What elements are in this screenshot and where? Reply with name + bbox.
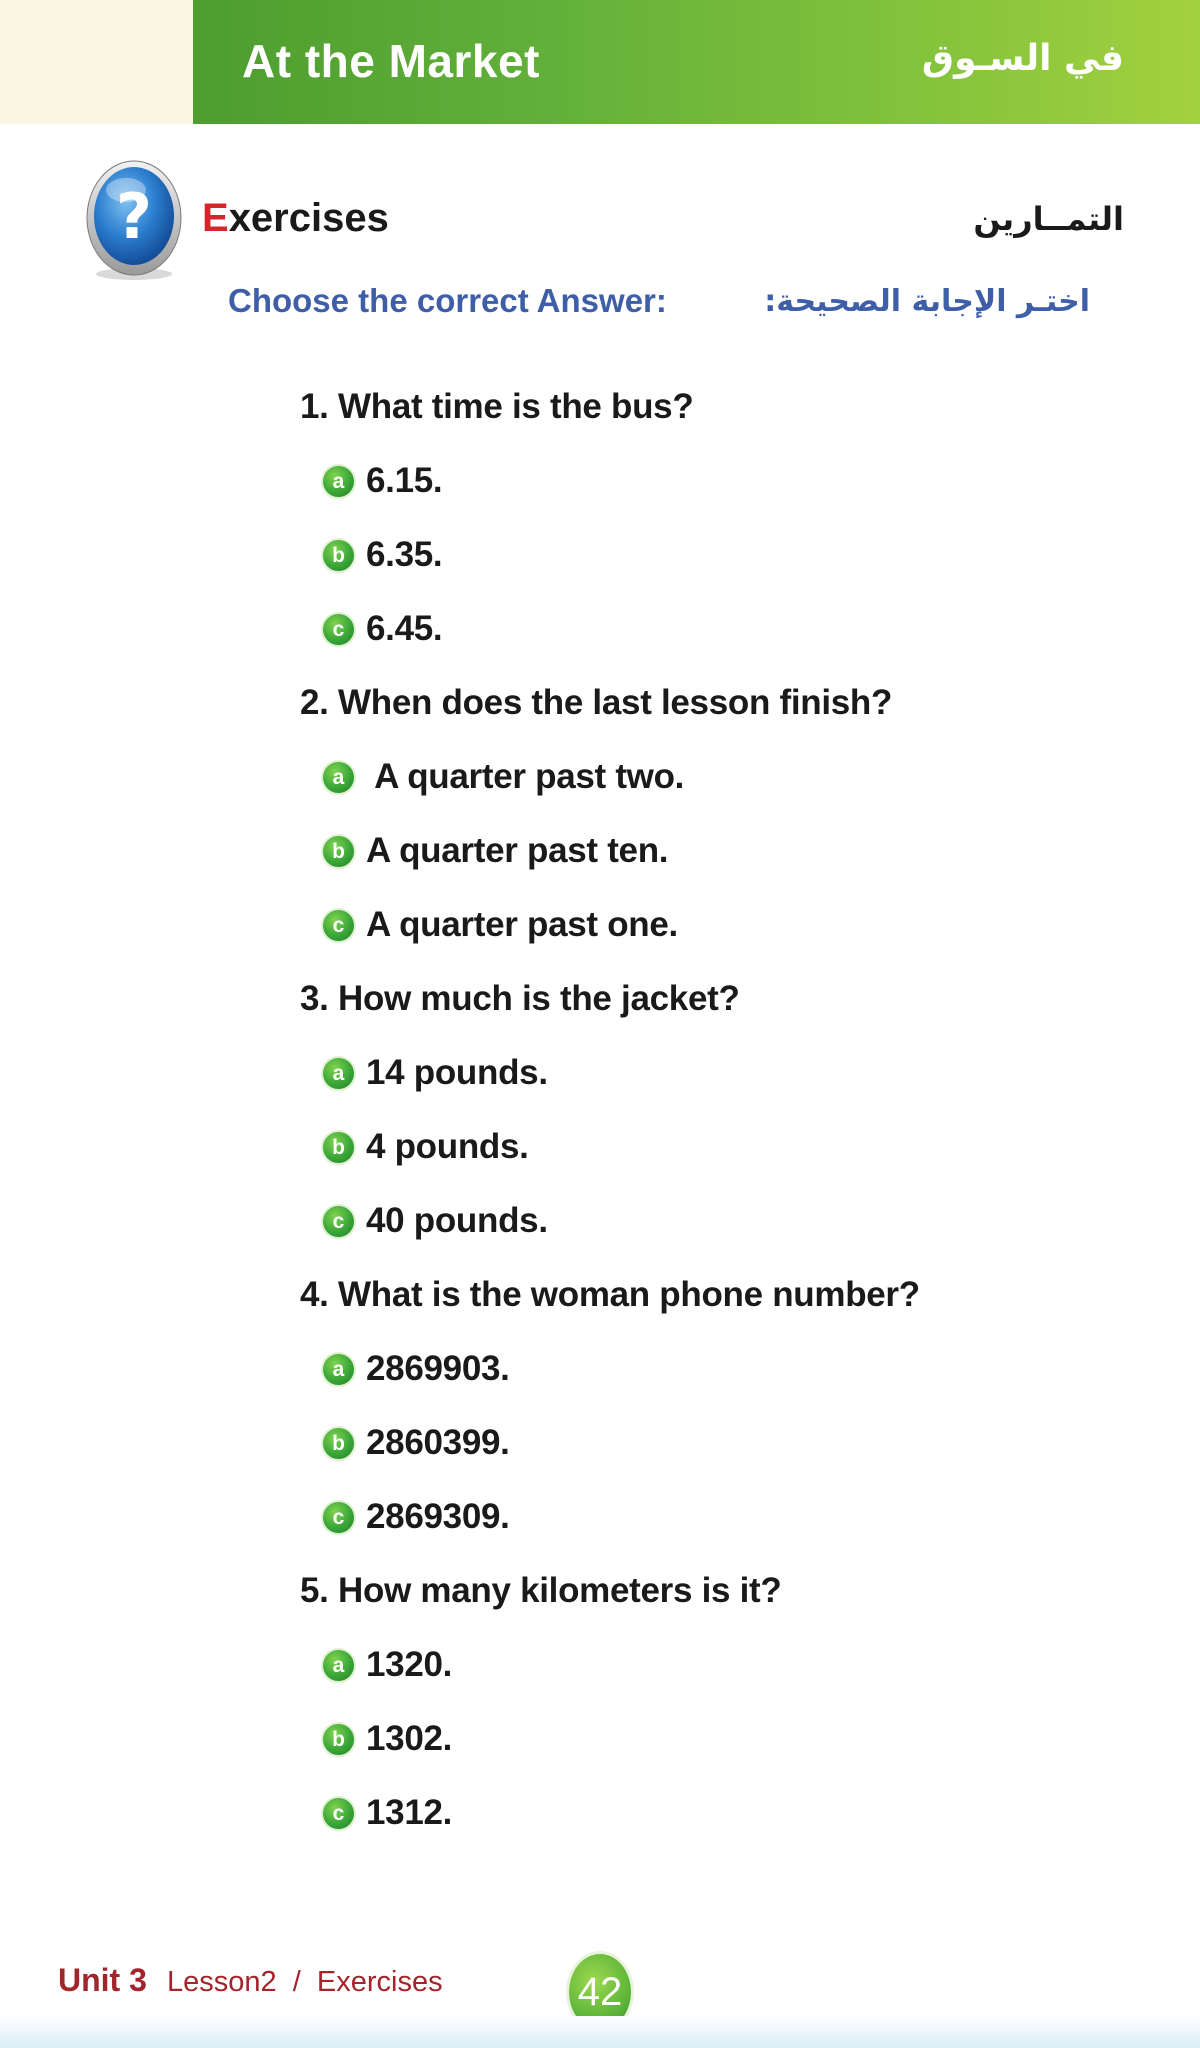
option-text: 6.15. — [366, 461, 443, 500]
option-text: A quarter past one. — [366, 905, 678, 944]
answer-option[interactable] — [300, 1480, 1120, 1554]
option-letter-badge: a — [323, 1058, 354, 1089]
option-text: 2869309. — [366, 1497, 510, 1536]
question-mark-icon — [86, 160, 182, 282]
page-number-badge: 42 — [569, 1954, 631, 2030]
option-letter-badge: a — [323, 466, 354, 497]
option-letter-badge: a — [323, 762, 354, 793]
option-text: 14 pounds. — [366, 1053, 548, 1092]
answer-option[interactable] — [300, 1332, 1120, 1406]
answer-option[interactable] — [300, 444, 1120, 518]
answer-option[interactable] — [300, 518, 1120, 592]
option-letter-badge: a — [323, 1650, 354, 1681]
exercises-heading-initial: E — [202, 196, 229, 240]
footer-lesson-breadcrumb: Lesson2 / Exercises — [167, 1966, 443, 1998]
question-text: 4. What is the woman phone number? — [300, 1275, 920, 1314]
option-text: 40 pounds. — [366, 1201, 548, 1240]
option-letter-badge: b — [323, 836, 354, 867]
footer-band — [0, 2016, 1200, 2048]
question-text: 5. How many kilometers is it? — [300, 1571, 782, 1610]
answer-option[interactable] — [300, 1406, 1120, 1480]
footer-unit-label: Unit 3 — [58, 1962, 147, 1998]
question-item — [300, 666, 1120, 962]
question-item — [300, 1258, 1120, 1554]
exercises-heading-rest: xercises — [228, 196, 389, 240]
header-band — [0, 0, 1200, 124]
answer-option[interactable] — [300, 592, 1120, 666]
option-letter-badge: c — [323, 1206, 354, 1237]
answer-option[interactable] — [300, 1702, 1120, 1776]
instruction-text-arabic: اختـر الإجابة الصحيحة: — [764, 284, 1090, 319]
svg-text:?: ? — [116, 180, 152, 253]
answer-option[interactable] — [300, 1628, 1120, 1702]
option-letter-badge: b — [323, 1428, 354, 1459]
option-letter-badge: c — [323, 1502, 354, 1533]
answer-option[interactable] — [300, 1036, 1120, 1110]
option-text: 1302. — [366, 1719, 453, 1758]
instruction-text: Choose the correct Answer: — [228, 282, 667, 319]
page-title: At the Market — [242, 35, 540, 87]
option-letter-badge: b — [323, 1724, 354, 1755]
option-text: 2869903. — [366, 1349, 510, 1388]
question-list — [300, 370, 1120, 1850]
exercises-heading — [202, 196, 389, 241]
option-letter-badge: b — [323, 540, 354, 571]
option-text: 2860399. — [366, 1423, 510, 1462]
answer-option[interactable] — [300, 1776, 1120, 1850]
option-letter-badge: b — [323, 1132, 354, 1163]
option-text: 4 pounds. — [366, 1127, 529, 1166]
answer-option[interactable] — [300, 814, 1120, 888]
option-letter-badge: c — [323, 614, 354, 645]
question-text: 2. When does the last lesson finish? — [300, 683, 893, 722]
question-text: 3. How much is the jacket? — [300, 979, 740, 1018]
question-item — [300, 962, 1120, 1258]
page-title-arabic: في السـوق — [921, 38, 1124, 79]
answer-option[interactable] — [300, 1110, 1120, 1184]
option-text: A quarter past two. — [366, 757, 685, 796]
question-item — [300, 1554, 1120, 1850]
exercises-heading-arabic: التمــارين — [973, 200, 1124, 238]
answer-option[interactable] — [300, 740, 1120, 814]
option-text: 6.35. — [366, 535, 443, 574]
option-letter-badge: c — [323, 1798, 354, 1829]
question-item — [300, 370, 1120, 666]
option-letter-badge: c — [323, 910, 354, 941]
answer-option[interactable] — [300, 888, 1120, 962]
question-text: 1. What time is the bus? — [300, 387, 694, 426]
option-text: 1312. — [366, 1793, 453, 1832]
option-text: A quarter past ten. — [366, 831, 669, 870]
answer-option[interactable] — [300, 1184, 1120, 1258]
option-letter-badge: a — [323, 1354, 354, 1385]
option-text: 1320. — [366, 1645, 453, 1684]
option-text: 6.45. — [366, 609, 443, 648]
